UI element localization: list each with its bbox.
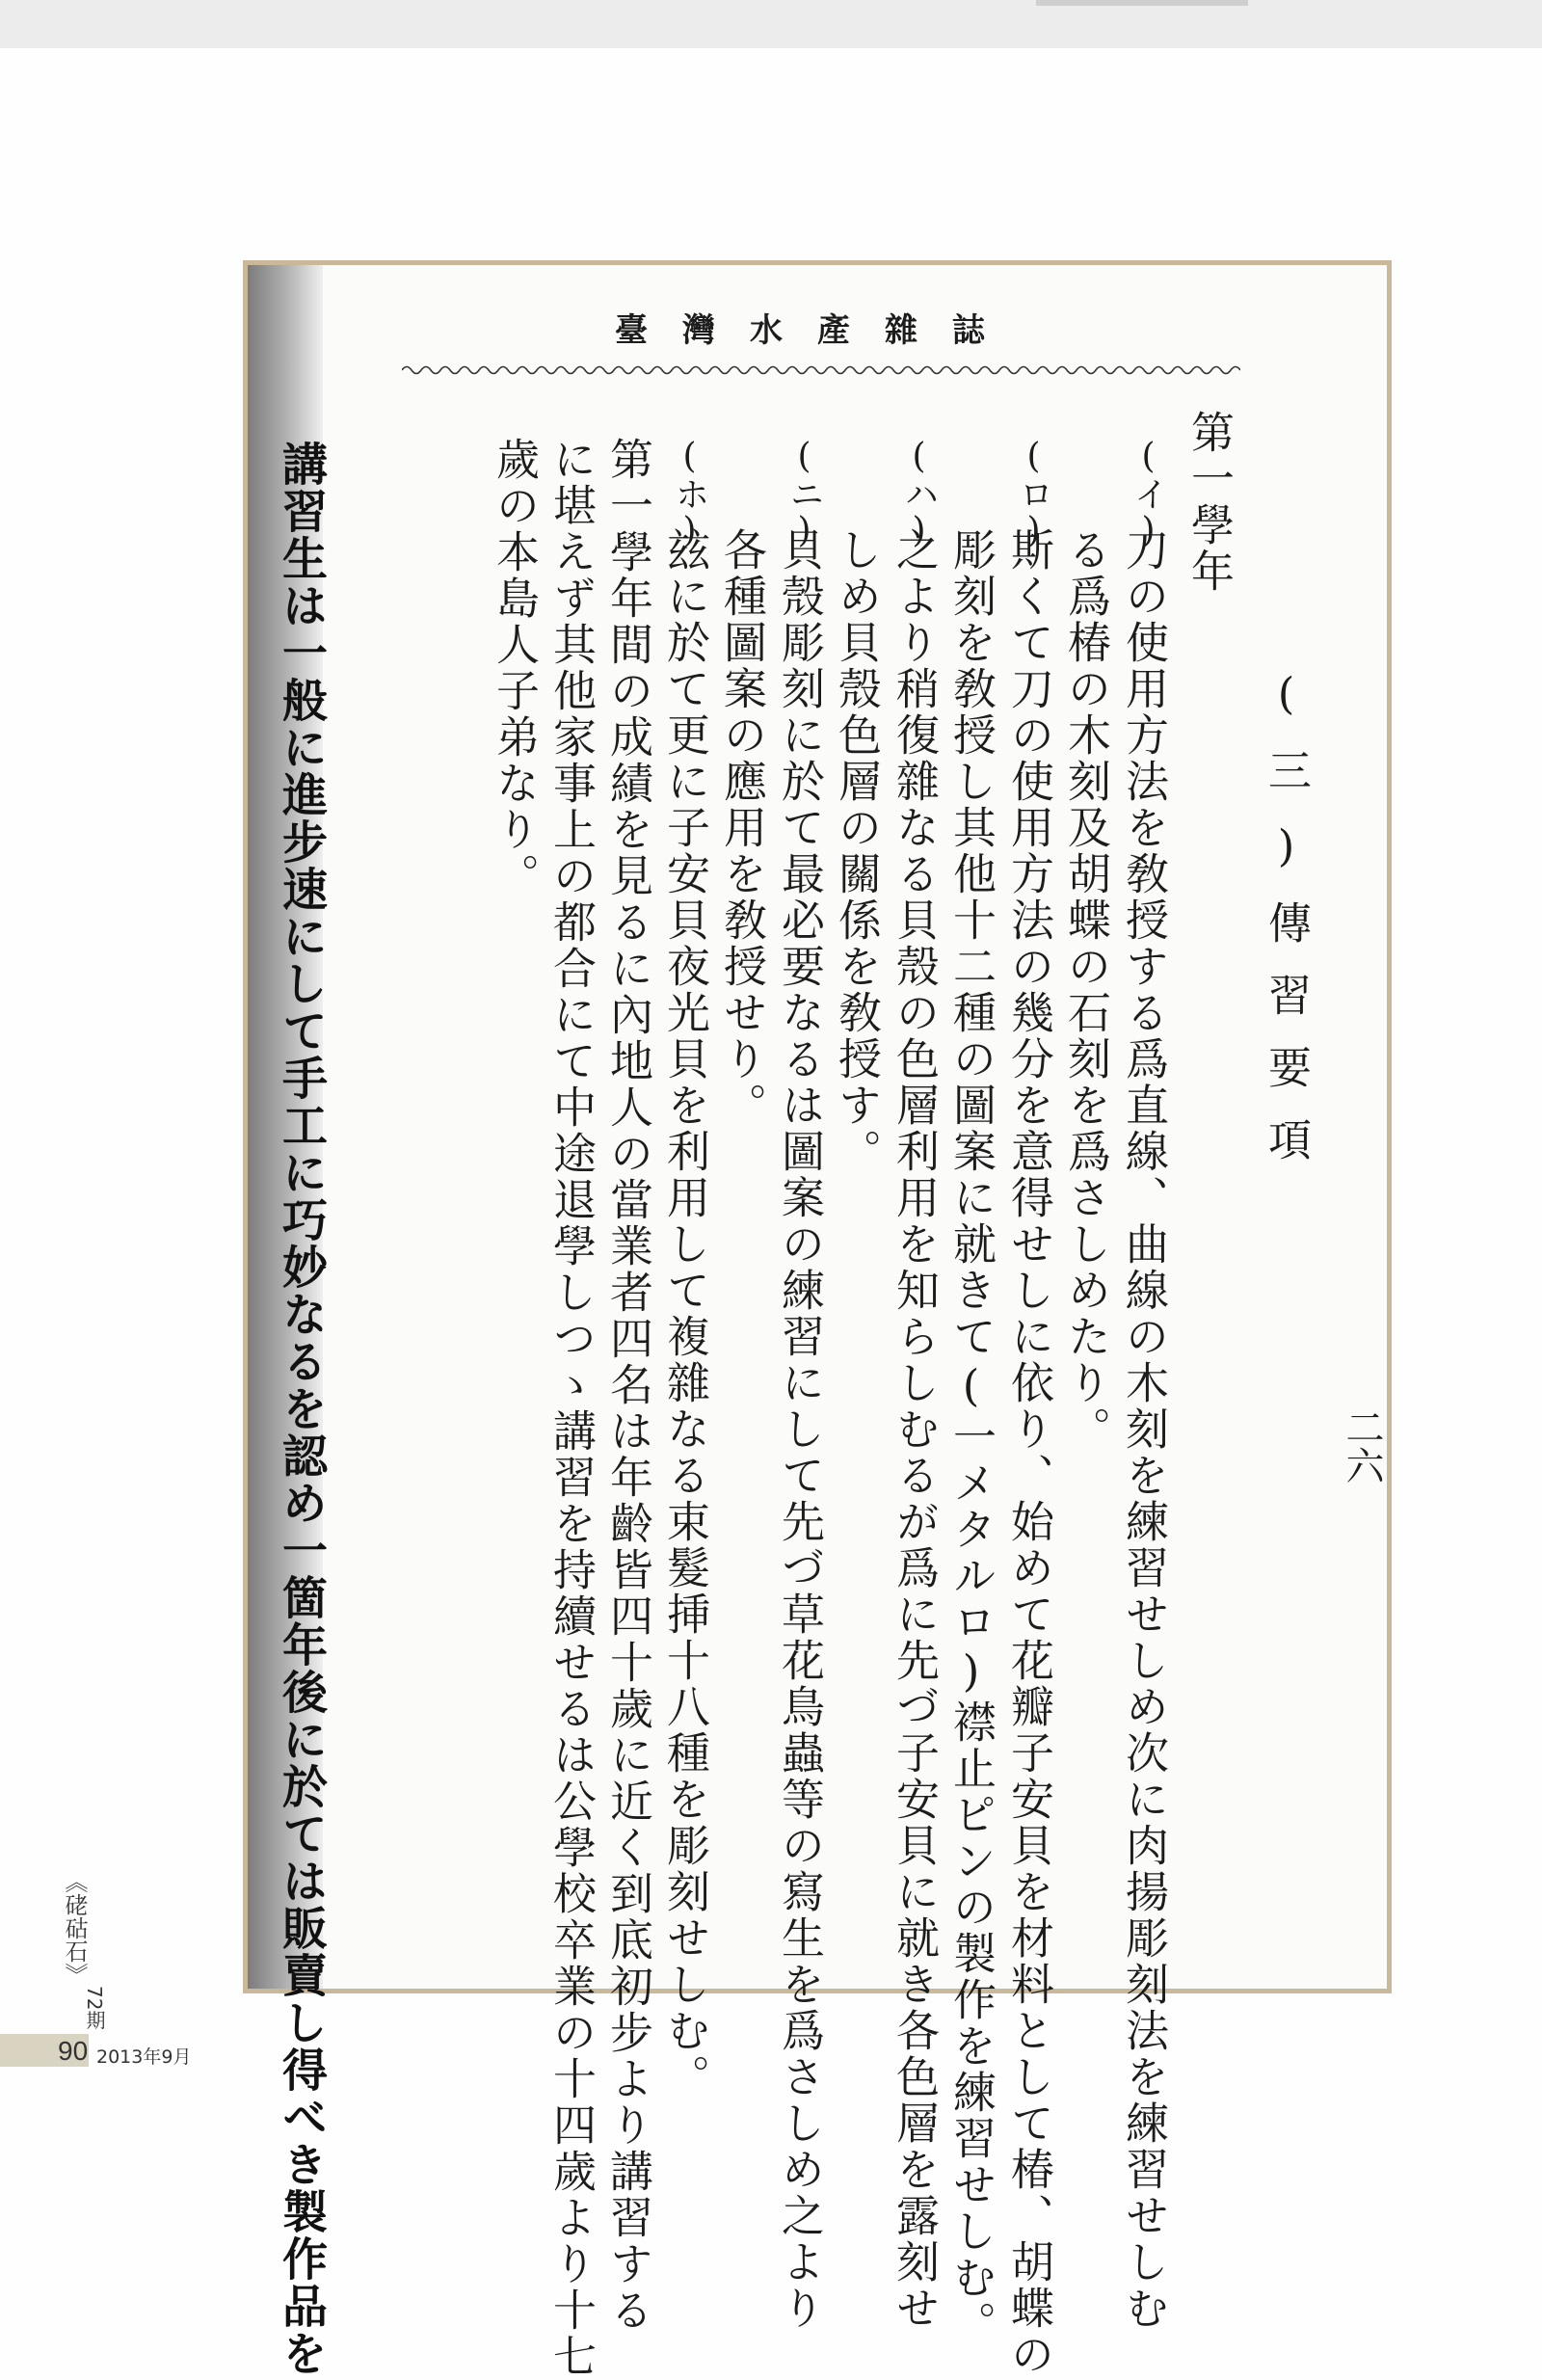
header-wavy-rule: [402, 363, 1240, 377]
item-marker: (ホ): [670, 437, 709, 550]
item-text-line: 貝殼彫刻に於て最必要なるは圖案の練習にして先づ草花鳥蟲等の寫生を爲さしめ之より: [774, 527, 825, 2332]
subheading: 第一學年: [1183, 410, 1235, 595]
paragraph-line: 第一學年間の成績を見るに內地人の當業者四名は年齡皆四十歲に近く到底初步より講習する: [602, 437, 653, 2334]
scanned-page: [243, 260, 1392, 2380]
cutoff-last-line: 講習生は一般に進步速にして手工に巧妙なるを認め一箇年後に於ては販賣し得べき製作品を: [275, 441, 328, 2377]
item-marker: (ニ): [784, 437, 824, 550]
section-title: (三)傳習要項: [1261, 668, 1312, 1190]
item-text-line: 斯くて刀の使用方法の幾分を意得せしに依り、始めて花瓣子安貝を材料として椿、胡蝶の: [1003, 527, 1054, 2378]
item-text-line: 玆に於て更に子安貝夜光貝を利用して複雜なる束髮挿十八種を彫刻せしむ。: [659, 527, 710, 2100]
item-text-line: 彫刻を敎授し其他十二種の圖案に就きて(一メタルロ)襟止ピンの製作を練習せしむ。: [945, 527, 997, 2347]
item-marker: (ロ): [1014, 437, 1053, 550]
magazine-date: 2013年9月: [96, 2046, 192, 2068]
running-header: 臺灣水產雜誌: [615, 311, 1020, 350]
magazine-name: 《硓𥑮石》: [61, 1870, 88, 1986]
item-text-line: 各種圖案の應用を敎授せり。: [716, 527, 767, 1129]
item-marker: (イ): [1129, 437, 1168, 550]
item-text-line: 刀の使用方法を敎授する爲直線、曲線の木刻を練習せしめ次に肉揚彫刻法を練習せしむ: [1118, 527, 1169, 2332]
item-text-line: しめ貝殼色層の關係を敎授す。: [831, 527, 882, 1175]
paragraph-line: に堪えず其他家事上の都合にて中途退學しつゝ講習を持續せるは公學校卒業の十四歲より十七: [545, 437, 597, 2380]
top-scan-band: [0, 0, 1542, 48]
item-text-line: 之より稍復雜なる貝殼の色層利用を知らしむるが爲に先づ子安貝に就き各色層を露刻せ: [889, 527, 940, 2332]
item-text-line: る爲椿の木刻及胡蝶の石刻を爲さしめたり。: [1060, 527, 1111, 1453]
magazine-issue: 72期: [83, 1986, 106, 2030]
item-marker: (ハ): [899, 437, 939, 550]
page-number: 二六: [1340, 1407, 1384, 1484]
magazine-page-number: 90: [58, 2036, 89, 2066]
paragraph-line: 歲の本島人子弟なり。: [489, 437, 540, 899]
